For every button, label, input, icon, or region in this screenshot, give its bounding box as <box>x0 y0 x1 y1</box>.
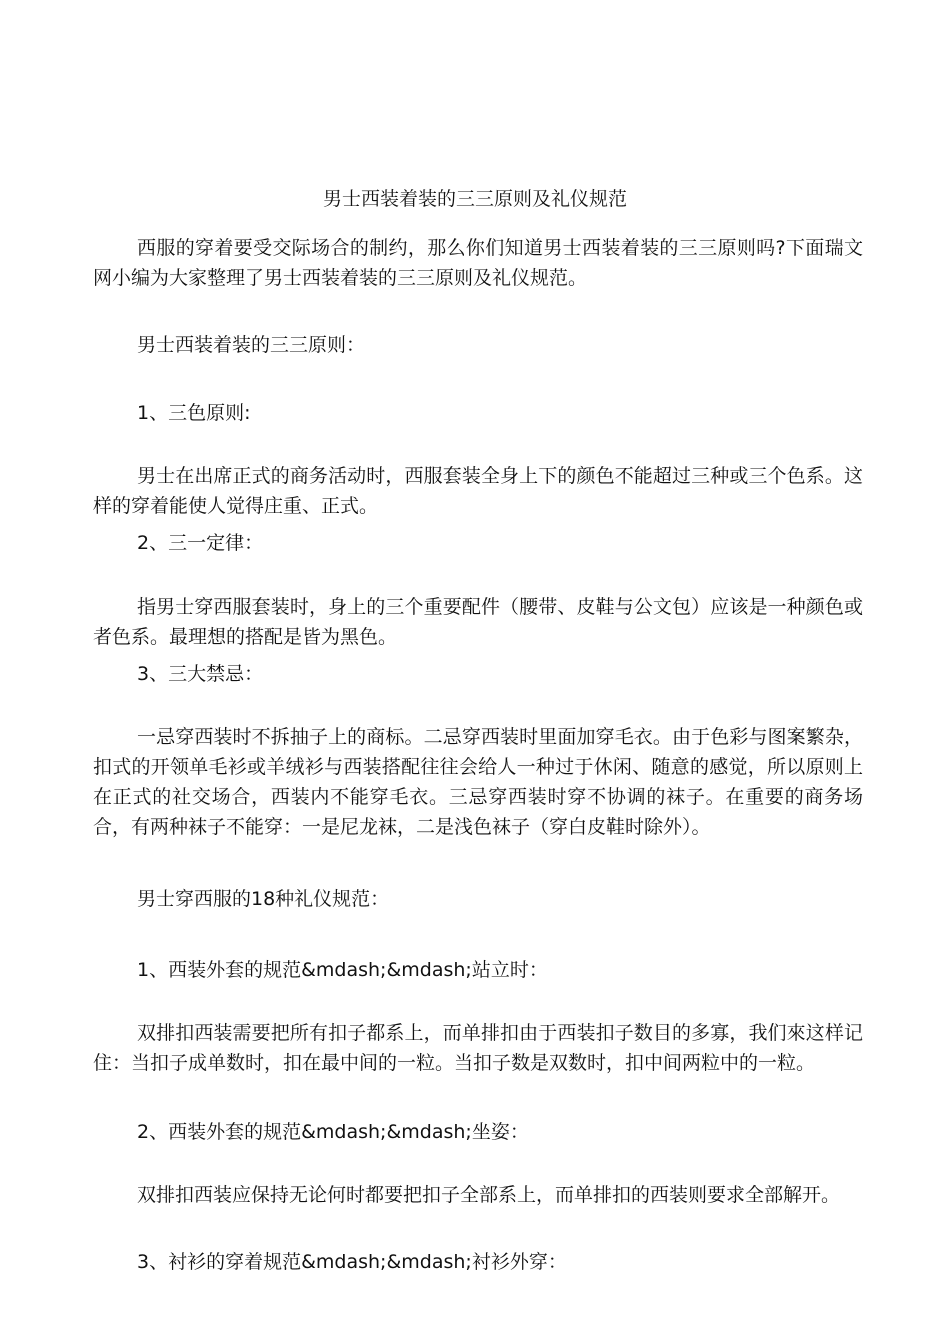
section-heading-18-norms: 男士穿西服的18种礼仪规范： <box>137 888 390 910</box>
section-heading-three-principles: 男士西装着装的三三原则： <box>137 334 366 356</box>
norm-paragraph-sitting: 双排扣西装应保持无论何时都要把扣子全部系上，而单排扣的西装则要求全部解开。 <box>137 1184 841 1206</box>
norm-paragraph-standing: 双排扣西装需要把所有扣子都系上，而单排扣由于西装扣子数目的多寡，我们來这样记住：当扣子成单数时，扣在最中间的一粒。当扣子数是双数时，扣中间两粒中的一粒。 <box>93 1022 863 1074</box>
rule-paragraph-three-one-law: 指男士穿西服套装时，身上的三个重要配件（腰带、皮鞋与公文包）应该是一种颜色或者色系。最理想的搭配是皆为黑色。 <box>93 596 863 648</box>
norm-heading-sitting: 2、西装外套的规范&mdash;&mdash;坐姿： <box>137 1121 529 1143</box>
norm-heading-shirt-outside: 3、衬衫的穿着规范&mdash;&mdash;衬衫外穿： <box>137 1251 567 1273</box>
rule-paragraph-three-taboos: 一忌穿西装时不拆抽子上的商标。二忌穿西装时里面加穿毛衣。由于色彩与图案繁杂，扣式的开领单毛衫或羊绒衫与西装搭配往往会给人一种过于休闲、随意的感觉，所以原则上在正式的社交场合，西装内不能穿毛衣。三忌穿西装时穿不协调的袜子。在重要的商务场合，有两种袜子不能穿：一是尼龙袜，二是浅色袜子（穿白皮鞋时除外）。 <box>93 726 863 838</box>
rule-heading-three-one-law: 2、三一定律： <box>137 532 264 554</box>
rule-paragraph-three-colors: 男士在出席正式的商务活动时，西服套装全身上下的颜色不能超过三种或三个色系。这样的穿着能使人觉得庄重、正式。 <box>93 465 863 517</box>
rule-heading-three-taboos: 3、三大禁忌： <box>137 663 264 685</box>
norm-heading-standing: 1、西装外套的规范&mdash;&mdash;站立时： <box>137 959 548 981</box>
intro-paragraph: 西服的穿着要受交际场合的制约，那么你们知道男士西装着装的三三原则吗?下面瑞文网小编为大家整理了男士西装着装的三三原则及礼仪规范。 <box>93 237 863 289</box>
rule-heading-three-colors: 1、三色原则: <box>137 402 251 424</box>
document-title: 男士西装着装的三三原则及礼仪规范 <box>322 188 627 210</box>
